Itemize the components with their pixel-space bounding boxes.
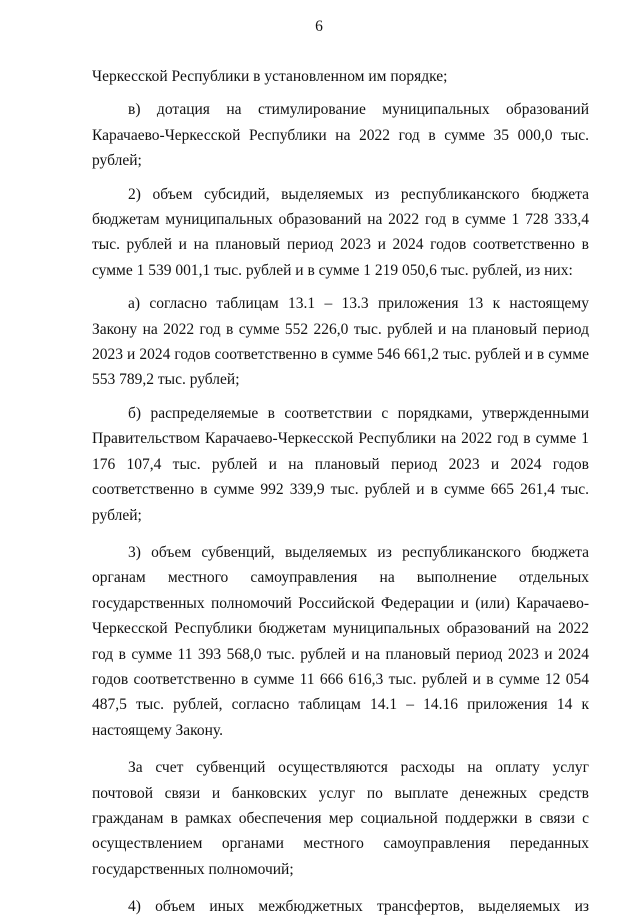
paragraph-item-2-subsidies: 2) объем субсидий, выделяемых из республиканского бюджета бюджетам муниципальных образований на 2022 год в сумме 1 728 333,4 тыс. рублей и на плановый период 2023 и 2024 годов соответственно в сумме 1 539 001,1 тыс. рублей и в сумме 1 219 050,6 тыс. рублей, из них: [92, 185, 589, 279]
paragraph-subvention-expenses: За счет субвенций осуществляются расходы на оплату услуг почтовой связи и банковских услуг по выплате денежных средств гражданам в рамках обеспечения мер социальной поддержки в связи с осуществлением органами местного самоуправления переданных государственных полномочий; [92, 759, 589, 878]
page-number: 6 [315, 18, 323, 35]
paragraph-item-4-transfers: 4) объем иных межбюджетных трансфертов, выделяемых из [128, 898, 589, 916]
paragraph-item-3-subventions: 3) объем субвенций, выделяемых из республиканского бюджета органам местного самоуправления на выполнение отдельных государственных полномочий Российской Федерации и (или) Карачаево-Черкесской Республики бюджетам муниципальных образований на 2022 год в сумме 11 393 568,0 тыс. рублей и на плановый период 2023 и 2024 годов соответственно в сумме 11 666 616,3 тыс. рублей и в сумме 12 054 487,5 тыс. рублей, согласно таблицам 14.1 – 14.16 приложения 14 к настоящему Закону. [92, 543, 589, 739]
paragraph-subsidy-stimulation: в) дотация на стимулирование муниципальных образований Карачаево-Черкесской Республики на 2022 год в сумме 35 000,0 тыс. рублей; [92, 101, 589, 170]
paragraph-continuation: Черкесской Республики в установленном им порядке; [92, 68, 448, 85]
paragraph-item-2b: б) распределяемые в соответствии с порядками, утвержденными Правительством Карачаево-Черкесской Республики на 2022 год в сумме 1 176 107,4 тыс. рублей и на плановый период 2023 и 2024 годов соответственно в сумме 992 339,9 тыс. рублей и в сумме 665 261,4 тыс. рублей; [92, 404, 589, 524]
document-body [92, 64, 589, 920]
paragraph-item-2a: а) согласно таблицам 13.1 – 13.3 приложения 13 к настоящему Закону на 2022 год в сумме 552 226,0 тыс. рублей и на плановый период 2023 и 2024 годов соответственно в сумме 546 661,2 тыс. рублей и в сумме 553 789,2 тыс. рублей; [92, 295, 589, 389]
